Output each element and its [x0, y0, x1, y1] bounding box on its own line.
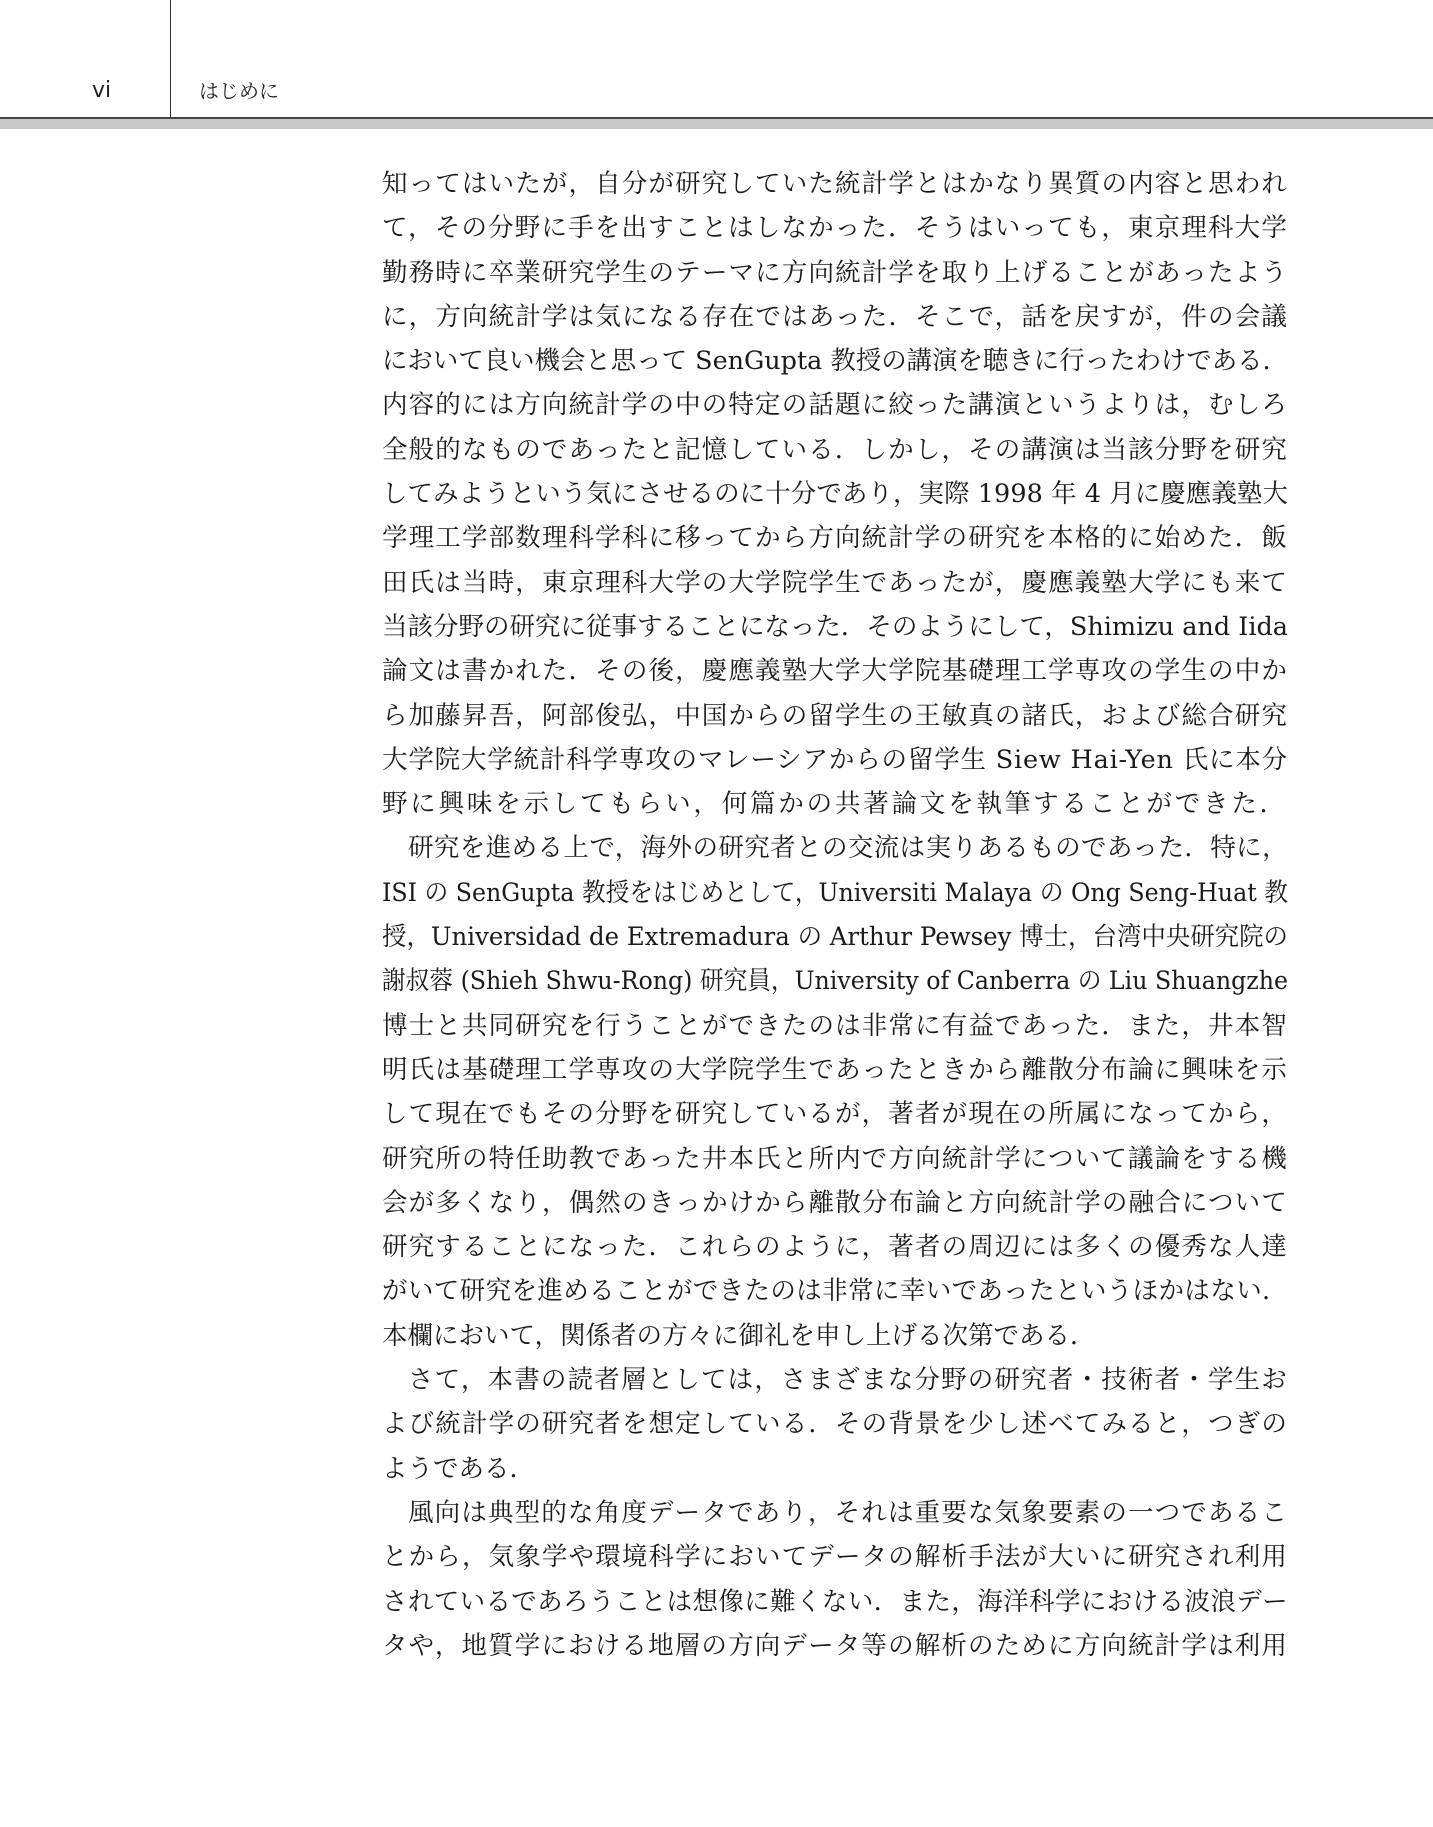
body-text	[382, 162, 1288, 1668]
page-header	[0, 0, 1433, 118]
text-line: よび統計学の研究者を想定している．その背景を少し述べてみると，つぎの	[382, 1409, 1288, 1440]
text-line: がいて研究を進めることができたのは非常に幸いであったというほかはない．	[382, 1276, 1288, 1307]
text-line: してみようという気にさせるのに十分であり，実際 1998 年 4 月に慶應義塾大	[382, 479, 1288, 510]
text-line: 会が多くなり，偶然のきっかけから離散分布論と方向統計学の融合について	[382, 1187, 1288, 1218]
text-line: 勤務時に卒業研究学生のテーマに方向統計学を取り上げることがあったよう	[382, 257, 1288, 288]
text-line: に，方向統計学は気になる存在ではあった．そこで，話を戻すが，件の会議	[382, 301, 1288, 332]
text-line: 本欄において，関係者の方々に御礼を申し上げる次第である．	[382, 1320, 1096, 1351]
text-line: 謝叔蓉 (Shieh Shwu-Rong) 研究員，University of Canberra の Liu Shuangzhe	[382, 966, 1288, 997]
text-line: 知ってはいたが，自分が研究していた統計学とはかなり異質の内容と思われ	[382, 169, 1288, 199]
text-line: タや，地質学における地層の方向データ等の解析のために方向統計学は利用	[382, 1630, 1288, 1661]
header-vertical-rule	[170, 0, 171, 117]
text-line: とから，気象学や環境科学においてデータの解析手法が大いに研究され利用	[382, 1542, 1288, 1573]
text-line: 田氏は当時，東京理科大学の大学院学生であったが，慶應義塾大学にも来て	[382, 567, 1288, 598]
text-line: 研究を進める上で，海外の研究者との交流は実りあるものであった．特に，	[408, 833, 1288, 864]
text-line: 内容的には方向統計学の中の特定の話題に絞った講演というよりは，むしろ	[382, 390, 1288, 421]
text-line: 研究所の特任助教であった井本氏と所内で方向統計学について議論をする機	[382, 1143, 1288, 1174]
text-line: 博士と共同研究を行うことができたのは非常に有益であった．また，井本智	[382, 1010, 1288, 1041]
text-line: 明氏は基礎理工学専攻の大学院学生であったときから離散分布論に興味を示	[382, 1054, 1288, 1085]
running-head: はじめに	[199, 79, 279, 103]
text-line: 論文は書かれた．その後，慶應義塾大学大学院基礎理工学専攻の学生の中か	[382, 656, 1288, 687]
text-line: さて，本書の読者層としては，さまざまな分野の研究者・技術者・学生お	[408, 1365, 1288, 1396]
text-line: して現在でもその分野を研究しているが，著者が現在の所属になってから，	[382, 1099, 1288, 1130]
text-line: されているであろうことは想像に難くない．また，海洋科学における波浪デー	[382, 1586, 1288, 1617]
text-line: 野に興味を示してもらい，何篇かの共著論文を執筆することができた．	[382, 789, 1288, 820]
text-line: 学理工学部数理科学科に移ってから方向統計学の研究を本格的に始めた．飯	[382, 523, 1288, 554]
text-line: 当該分野の研究に従事することになった．そのようにして，Shimizu and Iida	[382, 611, 1288, 642]
text-line: 授，Universidad de Extremadura の Arthur Pewsey 博士，台湾中央研究院の	[382, 922, 1288, 953]
text-line: 全般的なものであったと記憶している．しかし，その講演は当該分野を研究	[382, 434, 1288, 465]
text-line: ようである．	[382, 1453, 536, 1484]
text-line: 風向は典型的な角度データであり，それは重要な気象要素の一つであるこ	[408, 1497, 1288, 1528]
text-line: 大学院大学統計科学専攻のマレーシアからの留学生 Siew Hai-Yen 氏に本分	[382, 744, 1288, 775]
text-line: て，その分野に手を出すことはしなかった．そうはいっても，東京理科大学	[382, 213, 1288, 244]
text-line: ISI の SenGupta 教授をはじめとして，Universiti Malaya の Ong Seng-Huat 教	[382, 877, 1288, 908]
text-line: において良い機会と思って SenGupta 教授の講演を聴きに行ったわけである．	[382, 346, 1288, 377]
header-shadow-band	[0, 119, 1433, 129]
text-line: ら加藤昇吾，阿部俊弘，中国からの留学生の王敏真の諸氏，および総合研究	[382, 700, 1288, 731]
text-line: 研究することになった．これらのように，著者の周辺には多くの優秀な人達	[382, 1232, 1288, 1263]
page-number: vi	[92, 78, 112, 103]
